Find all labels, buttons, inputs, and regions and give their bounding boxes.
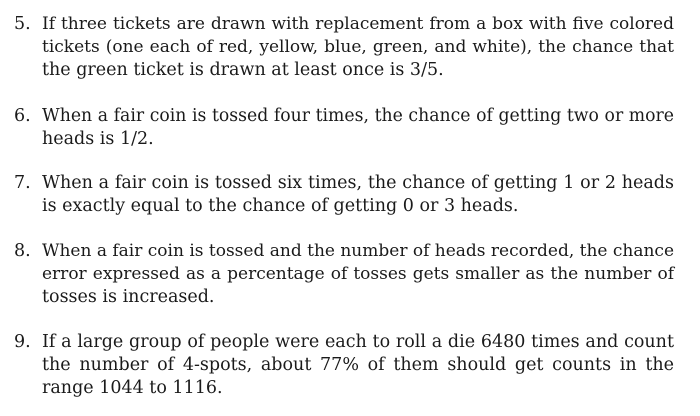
item-number: 6. [14, 106, 31, 126]
item-text [42, 240, 674, 309]
text-line: When a fair coin is tossed and the number of heads recorded, the chance [42, 241, 675, 261]
text-line: tosses is increased. [42, 287, 215, 307]
text-line: If three tickets are drawn with replacement from a box with five colored [42, 14, 674, 34]
item-text [42, 331, 674, 400]
text-line: range 1044 to 1116. [42, 378, 223, 398]
item-text [42, 105, 674, 151]
item-text [42, 172, 674, 218]
item-number: 9. [14, 332, 31, 352]
text-line: If a large group of people were each to roll a die 6480 times and count [42, 332, 674, 352]
text-line: is exactly equal to the chance of getting 0 or 3 heads. [42, 196, 519, 216]
item-number: 5. [14, 14, 31, 34]
item-text [42, 13, 674, 82]
text-line: error expressed as a percentage of tosses gets smaller as the number of [42, 264, 674, 284]
item-number: 8. [14, 241, 31, 261]
text-line: When a fair coin is tossed six times, the chance of getting 1 or 2 heads [42, 173, 674, 193]
item-number: 7. [14, 173, 31, 193]
text-line: the green ticket is drawn at least once is 3/5. [42, 60, 444, 80]
text-line: heads is 1/2. [42, 129, 154, 149]
text-line: the number of 4-spots, about 77% of them should get counts in the [42, 355, 674, 375]
text-line: When a fair coin is tossed four times, the chance of getting two or more [42, 106, 674, 126]
text-line: tickets (one each of red, yellow, blue, green, and white), the chance that [42, 37, 674, 57]
